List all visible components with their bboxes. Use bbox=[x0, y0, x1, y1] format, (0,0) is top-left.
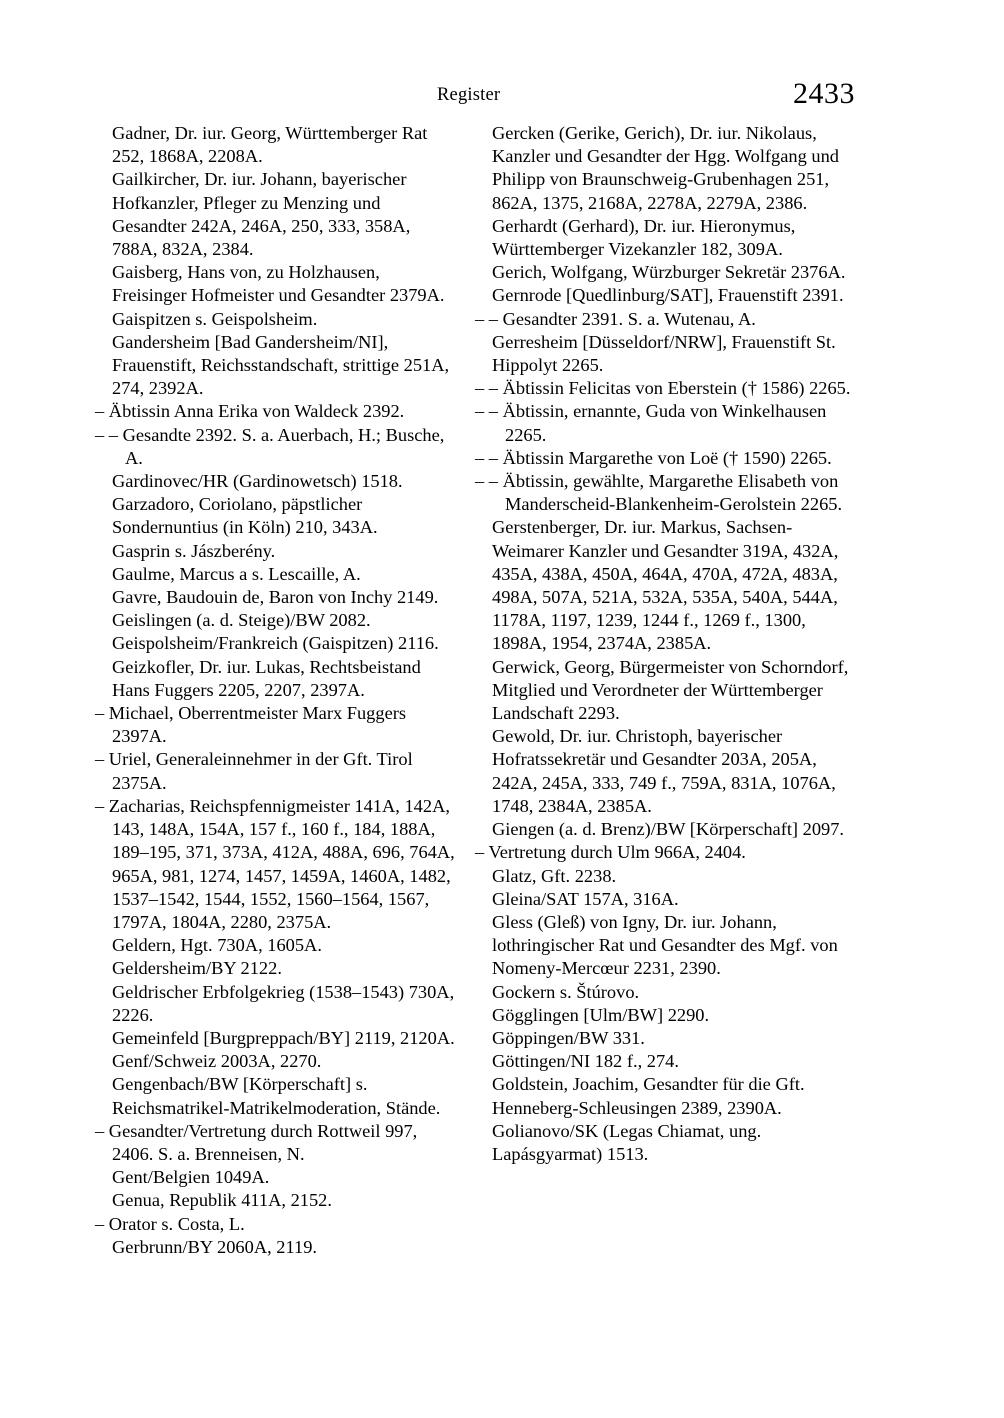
index-entry bbox=[475, 656, 855, 726]
index-entry bbox=[475, 911, 855, 981]
index-entry bbox=[95, 957, 455, 980]
entry-text: Gerbrunn/BY 2060A, 2119. bbox=[112, 1236, 317, 1257]
entry-dash-marker: – – bbox=[475, 401, 503, 422]
entry-text: Gerresheim [Düsseldorf/NRW], Frauenstift St. Hippolyt 2265. bbox=[492, 331, 836, 376]
entry-text: Äbtissin, ernannte, Guda von Winkelhausen 2265. bbox=[502, 401, 827, 445]
entry-text: Orator s. Costa, L. bbox=[108, 1213, 245, 1234]
entry-text: Gavre, Baudouin de, Baron von Inchy 2149. bbox=[112, 587, 439, 608]
entry-text: Äbtissin Margarethe von Loë († 1590) 2265. bbox=[502, 447, 832, 468]
entry-dash-marker: – – bbox=[475, 447, 503, 468]
entry-text: Gasprin s. Jászberény. bbox=[112, 540, 276, 561]
entry-dash-marker: – bbox=[95, 1213, 109, 1234]
index-entry bbox=[475, 888, 855, 911]
index-entry bbox=[475, 377, 855, 400]
entry-text: Gesandte 2392. S. a. Auerbach, H.; Busche, A. bbox=[122, 424, 445, 468]
index-entry bbox=[95, 632, 455, 655]
index-column-right bbox=[475, 122, 855, 1259]
entry-text: Geizkofler, Dr. iur. Lukas, Rechtsbeistand Hans Fuggers 2205, 2207, 2397A. bbox=[112, 656, 421, 700]
entry-text: Gleina/SAT 157A, 316A. bbox=[492, 888, 679, 909]
running-head bbox=[95, 74, 855, 108]
index-entry bbox=[95, 1189, 455, 1212]
index-entry bbox=[95, 308, 455, 331]
index-entry bbox=[475, 470, 855, 516]
index-entry bbox=[95, 981, 455, 1027]
index-entry bbox=[475, 331, 855, 377]
entry-text: Gerich, Wolfgang, Würzburger Sekretär 2376A. bbox=[492, 262, 846, 283]
entry-text: Zacharias, Reichspfennigmeister 141A, 142A, 143, 148A, 154A, 157 f., 160 f., 184, 188A, 189–195, 371, 373A, 412A, 488A, 696, 764A, 965A, 981, 1274, 1457, 1459A, 1460A, 1482, 1537–1542, 1544, 1552, 1560–1564, 1567, 1797A, 1804A, 2280, 2375A. bbox=[108, 795, 455, 932]
entry-dash-marker: – – bbox=[475, 471, 503, 492]
entry-text: Gaisberg, Hans von, zu Holzhausen, Freisinger Hofmeister und Gesandter 2379A. bbox=[112, 262, 445, 306]
entry-text: Geislingen (a. d. Steige)/BW 2082. bbox=[112, 610, 371, 631]
index-entry bbox=[95, 795, 455, 934]
entry-text: Genf/Schweiz 2003A, 2270. bbox=[112, 1051, 322, 1072]
index-entry bbox=[95, 424, 455, 470]
entry-dash-marker: – bbox=[95, 401, 109, 422]
index-entry bbox=[475, 981, 855, 1004]
index-entry bbox=[475, 1004, 855, 1027]
entry-text: Gengenbach/BW [Körperschaft] s. Reichsmatrikel-Matrikelmoderation, Stände. bbox=[112, 1074, 441, 1118]
entry-text: Garzadoro, Coriolano, päpstlicher Sondernuntius (in Köln) 210, 343A. bbox=[112, 494, 378, 538]
index-entry bbox=[475, 1027, 855, 1050]
index-entry bbox=[475, 1050, 855, 1073]
index-entry bbox=[475, 841, 855, 864]
index-entry bbox=[95, 470, 455, 493]
index-entry bbox=[95, 934, 455, 957]
entry-text: Gadner, Dr. iur. Georg, Württemberger Rat 252, 1868A, 2208A. bbox=[112, 123, 428, 167]
index-entry bbox=[95, 1050, 455, 1073]
entry-text: Gardinovec/HR (Gardinowetsch) 1518. bbox=[112, 471, 403, 492]
entry-text: Glatz, Gft. 2238. bbox=[492, 865, 617, 886]
entry-dash-marker: – bbox=[95, 795, 109, 816]
entry-text: Gewold, Dr. iur. Christoph, bayerischer Hofratssekretär und Gesandter 203A, 205A, 242A, 245A, 333, 749 f., 759A, 831A, 1076A, 1748, 2384A, 2385A. bbox=[492, 726, 836, 816]
entry-text: Giengen (a. d. Brenz)/BW [Körperschaft] 2097. bbox=[492, 819, 845, 840]
entry-text: Gerstenberger, Dr. iur. Markus, Sachsen-Weimarer Kanzler und Gesandter 319A, 432A, 435A, 438A, 450A, 464A, 470A, 472A, 483A, 498A, 507A, 521A, 532A, 535A, 540A, 544A, 1178A, 1197, 1239, 1244 f., 1269 f., 1300, 1898A, 1954, 2374A, 2385A. bbox=[492, 517, 839, 654]
index-entry bbox=[95, 563, 455, 586]
index-entry bbox=[475, 261, 855, 284]
entry-text: Gerhardt (Gerhard), Dr. iur. Hieronymus, Württemberger Vizekanzler 182, 309A. bbox=[492, 215, 796, 260]
index-entry bbox=[95, 261, 455, 307]
index-column-left bbox=[95, 122, 455, 1259]
index-columns bbox=[0, 122, 1004, 1259]
entry-text: Gemeinfeld [Burgpreppach/BY] 2119, 2120A. bbox=[112, 1027, 455, 1048]
index-entry bbox=[95, 1213, 455, 1236]
entry-text: Gaispitzen s. Geispolsheim. bbox=[112, 308, 318, 329]
index-entry bbox=[95, 1073, 455, 1119]
index-entry bbox=[95, 609, 455, 632]
entry-dash-marker: – bbox=[475, 842, 489, 863]
entry-dash-marker: – bbox=[95, 703, 109, 724]
entry-text: Gaulme, Marcus a s. Lescaille, A. bbox=[112, 563, 361, 584]
index-entry bbox=[95, 168, 455, 261]
entry-text: Gailkircher, Dr. iur. Johann, bayerischer Hofkanzler, Pfleger zu Menzing und Gesandter 242A, 246A, 250, 333, 358A, 788A, 832A, 2384. bbox=[112, 169, 411, 260]
index-entry bbox=[475, 308, 855, 331]
entry-dash-marker: – – bbox=[95, 424, 123, 445]
entry-text: Äbtissin Felicitas von Eberstein († 1586) 2265. bbox=[502, 378, 851, 399]
index-entry bbox=[475, 400, 855, 446]
entry-dash-marker: – bbox=[95, 749, 109, 770]
page-number: 2433 bbox=[793, 77, 855, 110]
index-entry bbox=[95, 656, 455, 702]
index-entry bbox=[475, 725, 855, 818]
index-entry bbox=[475, 1120, 855, 1166]
entry-text: Äbtissin, gewählte, Margarethe Elisabeth von Manderscheid-Blankenheim-Gerolstein 2265. bbox=[502, 471, 843, 515]
entry-dash-marker: – – bbox=[475, 308, 503, 329]
entry-text: Geldersheim/BY 2122. bbox=[112, 958, 282, 979]
index-entry bbox=[95, 748, 455, 794]
index-entry bbox=[95, 400, 455, 423]
index-entry bbox=[95, 702, 455, 748]
entry-text: Vertretung durch Ulm 966A, 2404. bbox=[488, 842, 746, 863]
page-header-title: Register bbox=[437, 85, 501, 105]
entry-text: Geldrischer Erbfolgekrieg (1538–1543) 730A, 2226. bbox=[112, 981, 455, 1025]
entry-text: Göppingen/BW 331. bbox=[492, 1027, 645, 1048]
index-entry bbox=[95, 1120, 455, 1166]
entry-text: Gesandter 2391. S. a. Wutenau, A. bbox=[502, 308, 756, 329]
entry-text: Gesandter/Vertretung durch Rottweil 997, 2406. S. a. Brenneisen, N. bbox=[108, 1120, 418, 1164]
index-entry bbox=[95, 331, 455, 401]
entry-text: Golianovo/SK (Legas Chiamat, ung. Lapásgyarmat) 1513. bbox=[492, 1120, 762, 1164]
index-entry bbox=[95, 1236, 455, 1259]
index-entry bbox=[95, 1166, 455, 1189]
entry-text: Goldstein, Joachim, Gesandter für die Gft. Henneberg-Schleusingen 2389, 2390A. bbox=[492, 1074, 805, 1118]
index-entry bbox=[95, 122, 455, 168]
index-entry bbox=[475, 215, 855, 261]
index-entry bbox=[475, 122, 855, 215]
entry-text: Äbtissin Anna Erika von Waldeck 2392. bbox=[108, 401, 405, 422]
index-entry bbox=[95, 540, 455, 563]
index-entry bbox=[475, 1073, 855, 1119]
entry-text: Uriel, Generaleinnehmer in der Gft. Tirol 2375A. bbox=[108, 749, 413, 793]
entry-text: Gent/Belgien 1049A. bbox=[112, 1167, 270, 1188]
index-entry bbox=[475, 516, 855, 655]
index-entry bbox=[475, 447, 855, 470]
index-entry bbox=[475, 865, 855, 888]
index-entry bbox=[95, 1027, 455, 1050]
entry-text: Göttingen/NI 182 f., 274. bbox=[492, 1051, 679, 1072]
index-entry bbox=[95, 493, 455, 539]
entry-text: Genua, Republik 411A, 2152. bbox=[112, 1190, 332, 1211]
entry-text: Gockern s. Štúrovo. bbox=[492, 981, 640, 1002]
entry-text: Gercken (Gerike, Gerich), Dr. iur. Nikolaus, Kanzler und Gesandter der Hgg. Wolfgang und Philipp von Braunschweig-Grubenhagen 251, 862A, 1375, 2168A, 2278A, 2279A, 2386. bbox=[492, 123, 839, 213]
entry-dash-marker: – – bbox=[475, 378, 503, 399]
entry-text: Gerwick, Georg, Bürgermeister von Schorndorf, Mitglied und Verordneter der Württemberger Landschaft 2293. bbox=[492, 656, 849, 724]
entry-text: Gandersheim [Bad Gandersheim/NI], Frauenstift, Reichsstandschaft, strittige 251A, 274, 2392A. bbox=[112, 331, 450, 399]
entry-text: Gless (Gleß) von Igny, Dr. iur. Johann, lothringischer Rat und Gesandter des Mgf. von Nomeny-Mercœur 2231, 2390. bbox=[492, 911, 838, 979]
entry-text: Geispolsheim/Frankreich (Gaispitzen) 2116. bbox=[112, 633, 439, 654]
entry-text: Gernrode [Quedlinburg/SAT], Frauenstift 2391. bbox=[492, 285, 844, 306]
index-entry bbox=[475, 818, 855, 841]
entry-text: Michael, Oberrentmeister Marx Fuggers 2397A. bbox=[108, 703, 407, 747]
index-entry bbox=[475, 284, 855, 307]
entry-text: Gögglingen [Ulm/BW] 2290. bbox=[492, 1004, 710, 1025]
entry-text: Geldern, Hgt. 730A, 1605A. bbox=[112, 935, 322, 956]
index-entry bbox=[95, 586, 455, 609]
entry-dash-marker: – bbox=[95, 1120, 109, 1141]
